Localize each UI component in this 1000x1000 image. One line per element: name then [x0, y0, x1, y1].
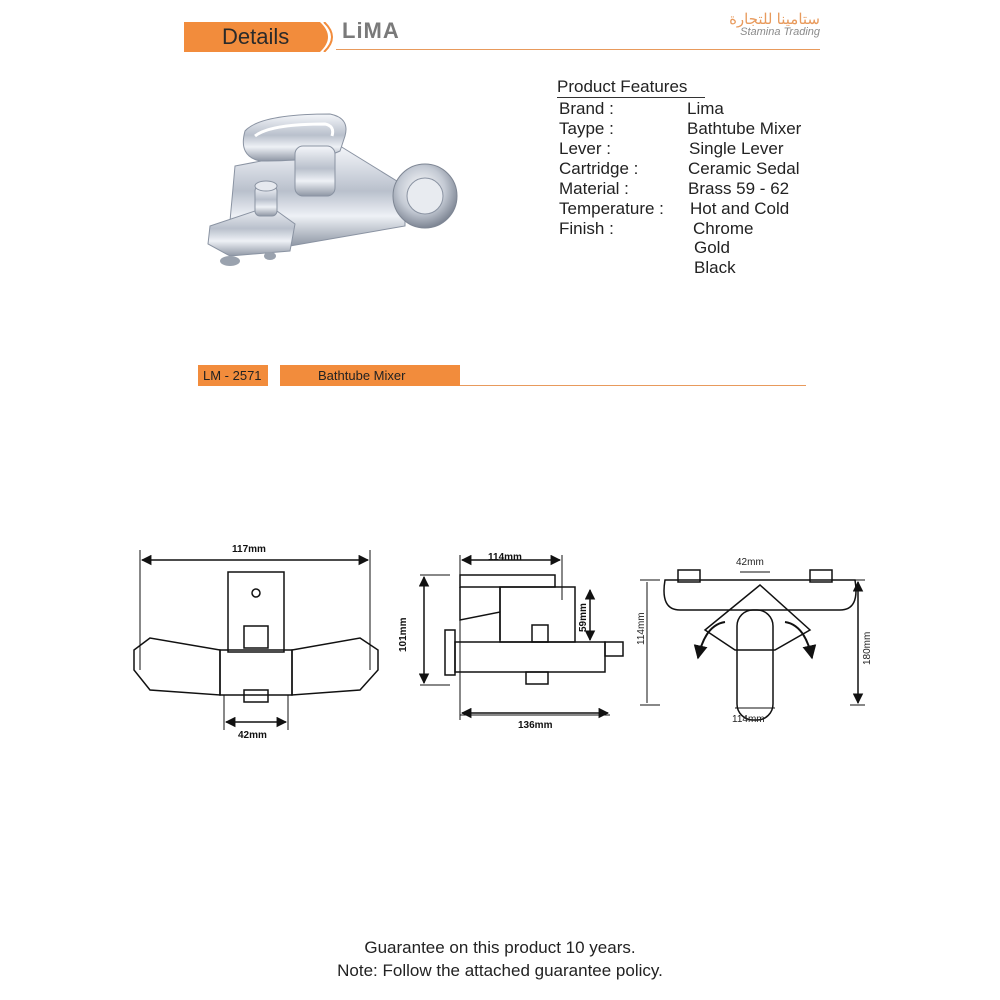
feature-value-lever: Single Lever	[689, 139, 784, 158]
dim-side-bottom: 136mm	[518, 720, 553, 731]
feature-label-temperature: Temperature :	[559, 199, 664, 218]
brand-logo: LiMA	[342, 18, 400, 43]
feature-label-brand: Brand :	[559, 99, 614, 118]
dim-top-bottom: 114mm	[732, 714, 765, 725]
section-title: Details	[222, 24, 290, 49]
feature-value-temperature: Hot and Cold	[690, 199, 790, 218]
model-name: Bathtube Mixer	[318, 368, 406, 383]
faucet-photo-icon	[200, 106, 460, 276]
dim-top-left: 114mm	[636, 612, 647, 645]
feature-value-finish: Chrome	[693, 219, 754, 238]
dim-side-height: 101mm	[398, 617, 409, 652]
guarantee-text: Guarantee on this product 10 years.	[364, 938, 636, 957]
dim-side-inner: 59mm	[578, 603, 589, 632]
company-name-english: Stamina Trading	[740, 26, 820, 38]
feature-value-finish-black: Black	[694, 258, 736, 277]
top-view-drawing	[640, 570, 865, 720]
feature-label-lever: Lever :	[559, 139, 611, 158]
feature-value-finish-gold: Gold	[694, 238, 730, 257]
technical-drawings	[120, 530, 900, 750]
feature-label-cartridge: Cartridge :	[559, 159, 639, 178]
header-divider	[336, 49, 820, 50]
dim-top-right: 180mm	[862, 631, 873, 665]
feature-value-cartridge: Ceramic Sedal	[688, 159, 800, 178]
feature-label-type: Taype :	[559, 119, 614, 138]
feature-value-material: Brass 59 - 62	[688, 179, 790, 198]
feature-label-finish: Finish :	[559, 219, 614, 238]
side-view-drawing	[420, 555, 623, 720]
features-title: Product Features	[557, 77, 688, 96]
model-divider	[460, 385, 806, 386]
feature-label-material: Material :	[559, 179, 629, 198]
feature-value-brand: Lima	[687, 99, 724, 118]
features-title-underline	[557, 97, 705, 98]
front-view-drawing	[134, 550, 378, 730]
company-name-arabic: ستامينا للتجارة	[729, 11, 820, 28]
dim-side-top: 114mm	[488, 552, 522, 563]
model-code: LM - 2571	[203, 368, 262, 383]
dim-front-width: 117mm	[232, 544, 266, 555]
guarantee-note: Note: Follow the attached guarantee policy.	[337, 961, 663, 980]
dim-top-top: 42mm	[736, 557, 764, 568]
feature-value-type: Bathtube Mixer	[687, 119, 802, 138]
dim-front-bottom: 42mm	[238, 730, 267, 741]
